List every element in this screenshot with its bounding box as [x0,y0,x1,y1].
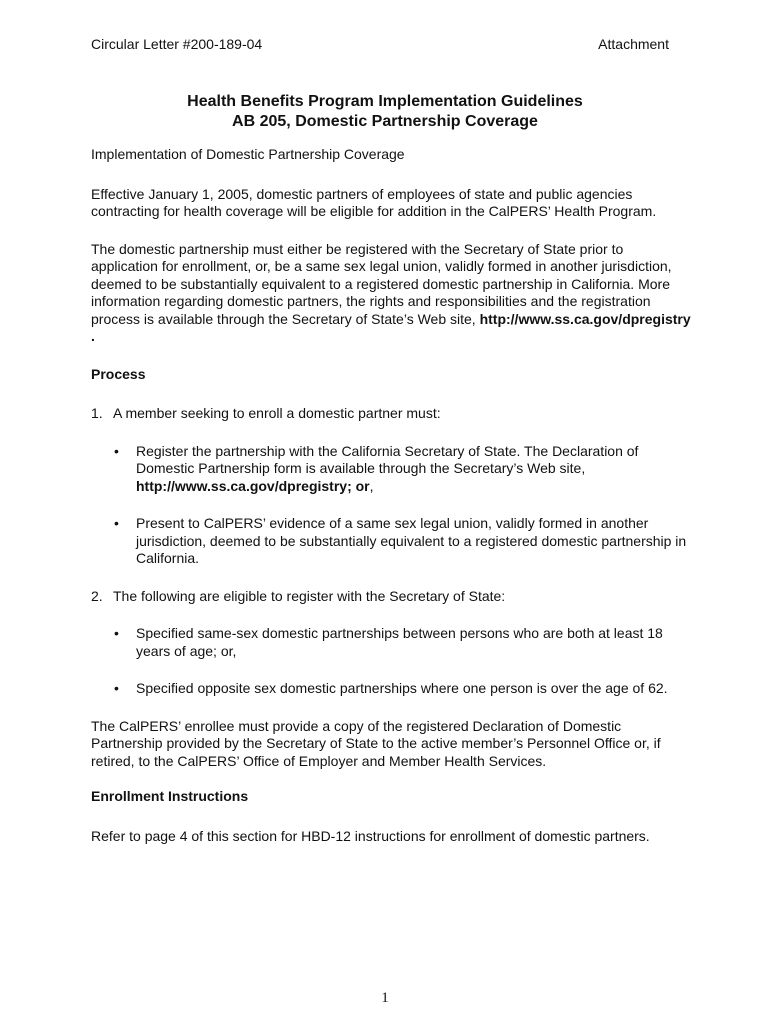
bullet-text: Specified opposite sex domestic partnerships where one person is over the age of 62. [136,680,668,696]
bullet-icon: • [114,515,119,531]
dpregistry-link[interactable]: http://www.ss.ca.gov/dpregistry . [91,310,691,344]
section-subtitle: Implementation of Domestic Partnership Coverage [91,146,405,162]
paragraph-effective-date: Effective January 1, 2005, domestic partners of employees of state and public agencies contracting for health coverage will be eligible for addition in the CalPERS’ Health Program. [91,185,657,219]
title-line-2: AB 205, Domestic Partnership Coverage [232,113,538,130]
item-number: 2. [91,587,103,604]
bullet-tail: , [369,477,374,494]
bullet-text: Present to CalPERS’ evidence of a same sex legal union, validly formed in another jurisdiction, deemed to be substantially equivalent to a registered domestic partnership in California. [136,515,687,566]
circular-letter-number: Circular Letter #200-189-04 [91,36,263,52]
paragraph-enrollee-copy: The CalPERS’ enrollee must provide a copy of the registered Declaration of Domestic Partnership provided by the Secretary of State to the active member’s Personnel Office or, if retired, to the CalPERS’ Office of Employer and Member Health Services. [91,717,661,769]
process-heading: Process [91,365,146,382]
bullet-text: Register the partnership with the California Secretary of State. The Declaration of Domestic Partnership form is available through the Secretary’s Web site, [136,442,639,476]
paragraph-registration [91,241,691,346]
bullet-icon: • [114,680,119,696]
enrollment-heading: Enrollment Instructions [91,788,249,804]
paragraph-registration-text: The domestic partnership must either be registered with the Secretary of State prior to application for enrollment, or, be a same sex legal union, validly formed in another jurisdiction, deemed to be substantially equivalent to a registered domestic partnership in California. More information regarding domestic partners, the rights and responsibilities and the registration process is available through the Secretary of State’s Web site, [91,240,672,327]
bullet-icon: • [114,625,119,641]
bullet-same-sex [91,625,691,660]
paragraph-enrollment-instructions: Refer to page 4 of this section for HBD-12 instructions for enrollment of domestic partners. [91,827,650,844]
attachment-label: Attachment [598,36,669,52]
document-title [0,92,770,132]
item-text: The following are eligible to register with the Secretary of State: [113,587,506,604]
bullet-opposite-sex [91,680,691,698]
bullet-icon: • [114,442,119,459]
numbered-item-1 [91,405,691,423]
numbered-item-2 [91,588,691,606]
bullet-text: Specified same-sex domestic partnerships between persons who are both at least 18 years of age; or, [136,625,663,659]
item-text: A member seeking to enroll a domestic partner must: [113,405,441,421]
dpregistry-link-2[interactable]: http://www.ss.ca.gov/dpregistry; or [136,477,370,494]
title-line-1: Health Benefits Program Implementation Guidelines [187,93,583,110]
bullet-present-evidence [91,515,691,568]
document-body [91,146,691,845]
bullet-register-partnership [91,443,691,496]
page-number: 1 [381,990,389,1006]
item-number: 1. [91,405,103,421]
